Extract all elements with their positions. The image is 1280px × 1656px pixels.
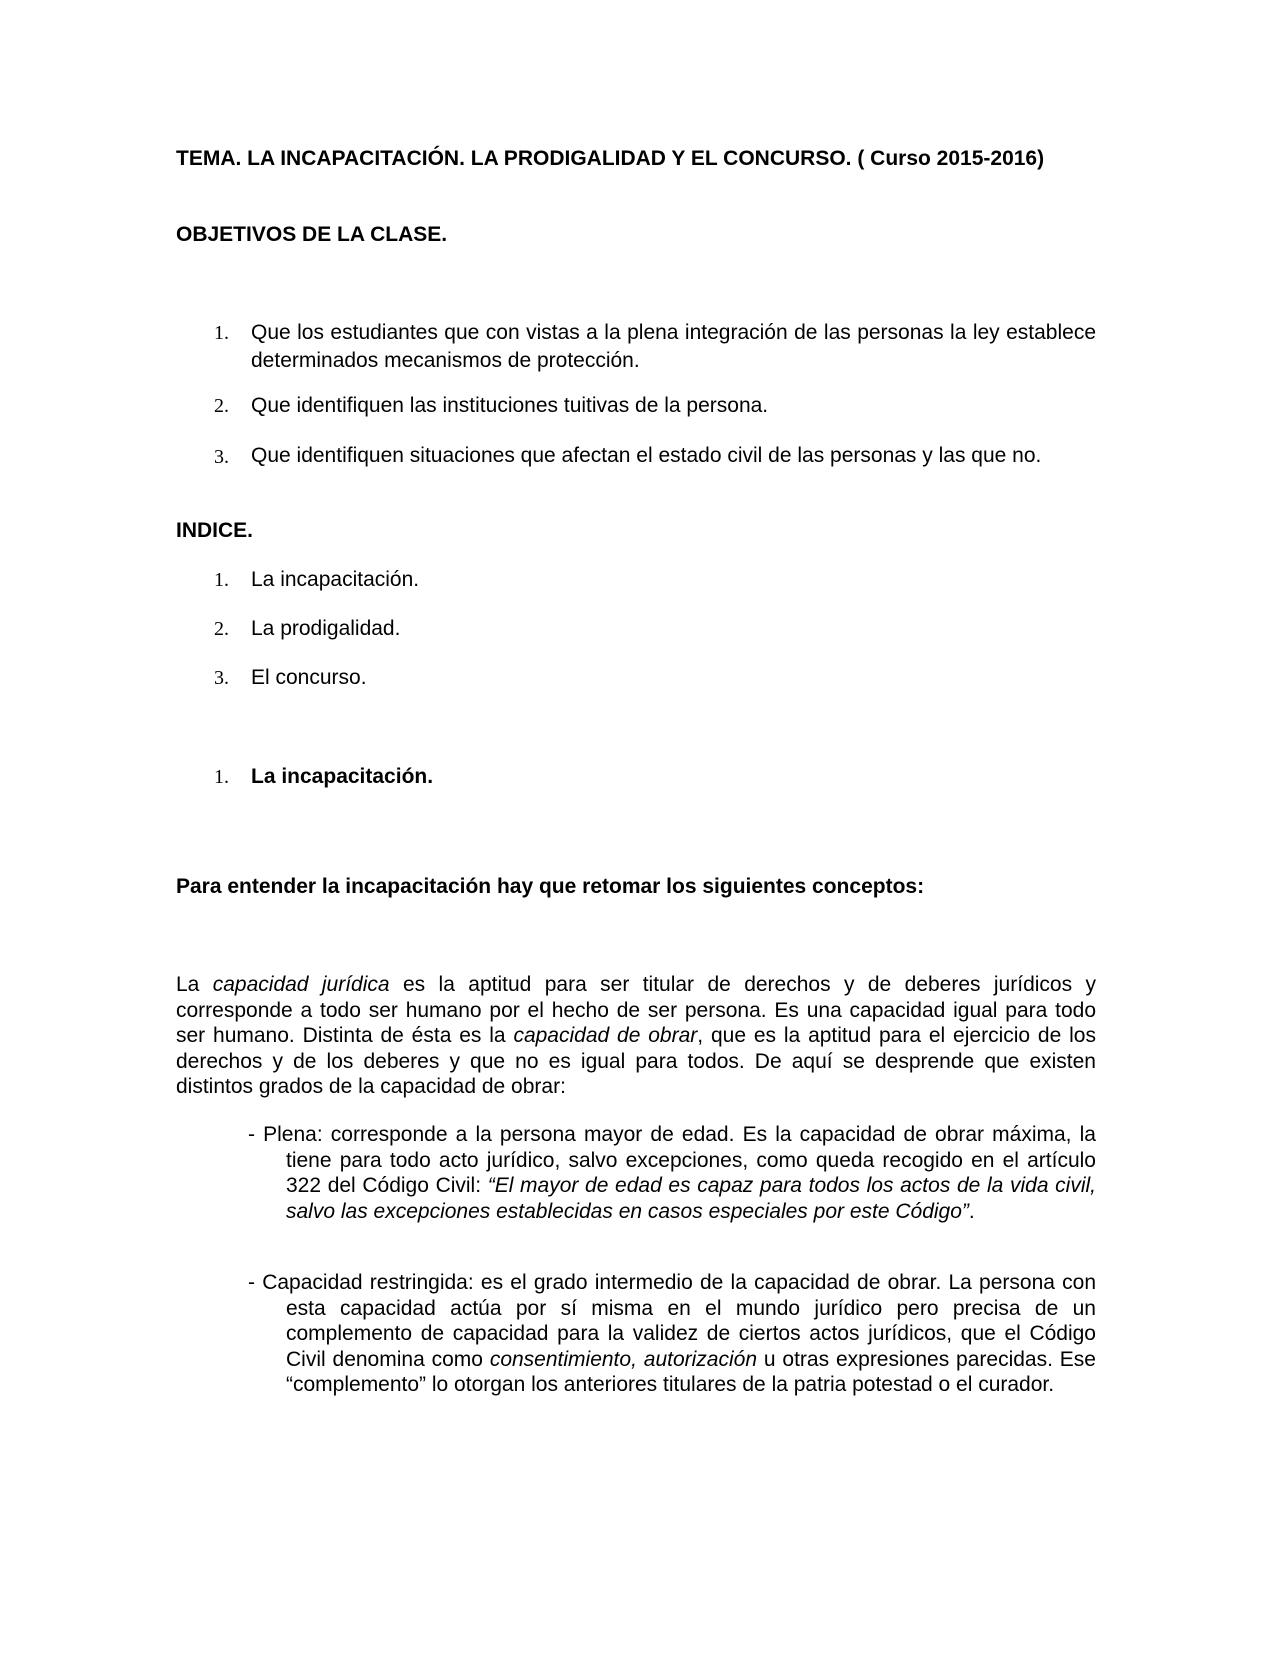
text-run: - Capacidad restringida: es el grado intermedio de la capacidad de obrar. La persona con esta capacidad actúa por sí misma en el mundo jurídico pero precisa de un complemento de capacidad para la validez de ciertos actos jurídicos, que el Código Civil denomina como [248,1271,1096,1371]
text-run: es la aptitud para ser titular de derechos y de deberes jurídicos y corresponde a todo ser humano por el hecho de ser persona. Es una capacidad igual para todo ser humano. Distinta de ésta es la [176,973,1096,1047]
list-text: La incapacitación. [251,568,420,591]
text-run: . [968,1199,975,1223]
list-number: 2. [214,395,229,417]
list-text: La prodigalidad. [251,617,401,640]
list-text: El concurso. [251,666,367,689]
section-intro: Para entender la incapacitación hay que retomar los siguientes conceptos: [176,875,925,898]
body-paragraph [176,972,1096,1100]
list-number: 1. [214,766,229,788]
bullet-plena [248,1122,1096,1224]
text-run: - Plena: corresponde a la persona mayor de edad. Es la capacidad de obrar máxima, la tiene para todo acto jurídico, salvo excepciones, como queda recogido en el artículo 322 del Código Civil: [248,1123,1096,1197]
italic-term: consentimiento, autorización [489,1347,758,1371]
objetivos-heading: OBJETIVOS DE LA CLASE. [176,223,448,246]
italic-term: capacidad de obrar [513,1024,698,1047]
indice-heading: INDICE. [176,519,254,542]
italic-term: capacidad jurídica [212,973,390,996]
list-text: Que los estudiantes que con vistas a la plena integración de las personas la ley establece determinados mecanismos de protección. [251,321,1096,372]
list-text: Que identifiquen situaciones que afectan el estado civil de las personas y las que no. [251,444,1042,467]
list-text: Que identifiquen las instituciones tuitivas de la persona. [251,394,769,417]
text-run: La [176,973,213,996]
document-title: TEMA. LA INCAPACITACIÓN. LA PRODIGALIDAD Y EL CONCURSO. ( Curso 2015-2016) [176,147,1045,170]
list-number: 1. [214,569,229,591]
text-run: , que es la aptitud para el ejercicio de los derechos y de los deberes y que no es igual para todos. De aquí se desprende que existen distintos grados de la capacidad de obrar: [176,1024,1096,1098]
text-run: u otras expresiones parecidas. Ese “complemento” lo otorgan los anteriores titulares de la patria potestad o el curador. [286,1347,1096,1396]
italic-quote: “El mayor de edad es capaz para todos los actos de la vida civil, salvo las excepciones establecidas en casos especiales por este Código” [286,1174,1096,1223]
list-number: 3. [214,667,229,689]
section-title: La incapacitación. [251,765,434,788]
list-number: 1. [214,322,229,344]
bullet-restringida [248,1270,1096,1398]
list-number: 2. [214,618,229,640]
list-number: 3. [214,446,229,468]
